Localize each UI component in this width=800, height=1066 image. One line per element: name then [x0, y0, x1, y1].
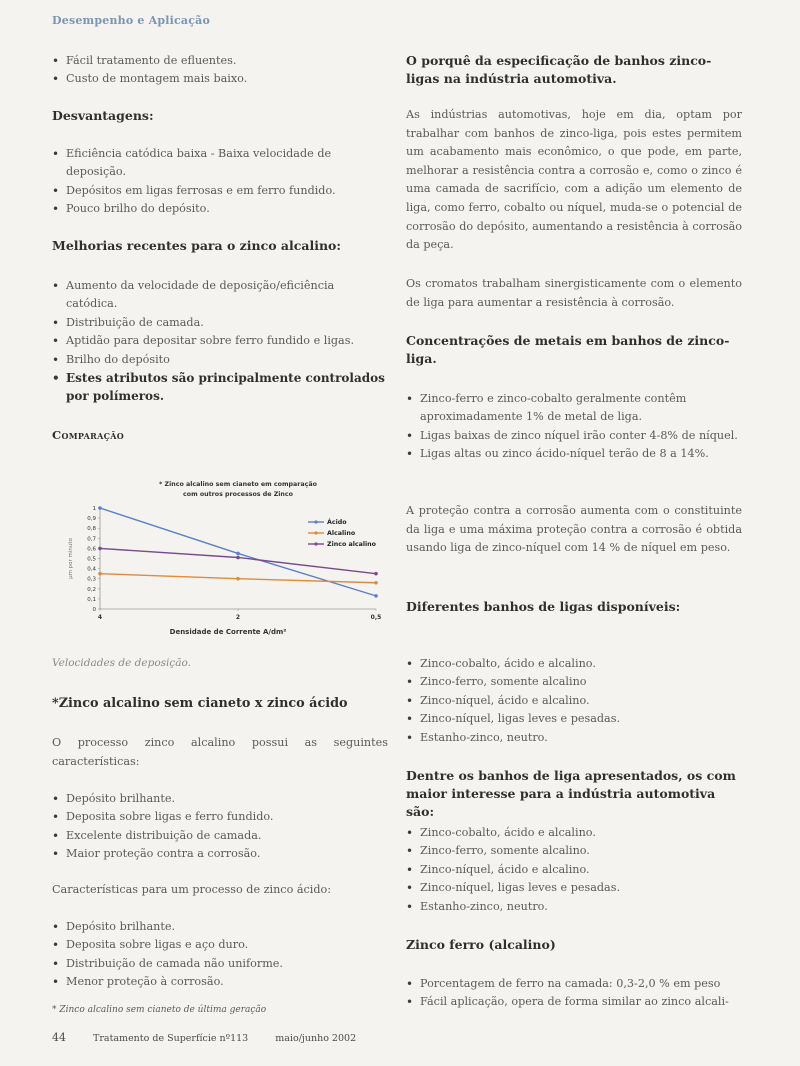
list-item: • Estes atributos são principalmente controlados por polímeros. [52, 369, 388, 406]
chart-data-point [374, 581, 378, 585]
diferentes-list [406, 655, 742, 747]
list-item: • Estanho-zinco, neutro. [406, 729, 742, 747]
chart-data-point [236, 577, 240, 581]
list-item: • Estanho-zinco, neutro. [406, 898, 742, 916]
publication-name: Tratamento de Superfície nº113 [93, 1033, 249, 1044]
chart-data-point [98, 572, 102, 576]
chart-data-point [98, 547, 102, 551]
chart-svg [58, 472, 384, 640]
concentracoes-heading: Concentrações de metais em banhos de zinco-liga. [406, 333, 730, 366]
footnote: * Zinco alcalino sem cianeto de última geração [52, 1005, 267, 1015]
porque-paragraph-1: As indústrias automotivas, hoje em dia, optam por trabalhar com banhos de zinco-liga, pois estes permitem um acabamento mais econômico, o que pode, em parte, melhorar a resistência contra a corrosão e, como o zinco é uma camada de sacrifício, com a adição um elemento de liga, como ferro, cobalto ou níquel, muda-se o potencial de corrosão do depósito, aumentando a resistência à corrosão da peça. [406, 108, 742, 252]
page-footer [52, 1031, 452, 1044]
zinco-paragraph: O processo zinco alcalino possui as seguintes características: [52, 736, 388, 768]
chart-y-tick-label: 0,9 [87, 516, 96, 523]
chart-legend-marker [314, 542, 317, 545]
chart-y-tick-label: 0,7 [87, 536, 96, 543]
list-item: • Custo de montagem mais baixo. [52, 70, 388, 88]
list-item: • Fácil aplicação, opera de forma similar ao zinco alcali- [406, 993, 742, 1011]
list-item: • Deposita sobre ligas e aço duro. [52, 936, 388, 954]
list-item: • Depósitos em ligas ferrosas e em ferro fundido. [52, 182, 388, 200]
melhorias-heading: Melhorias recentes para o zinco alcalino: [52, 238, 341, 253]
chart-data-point [236, 552, 240, 556]
section-header: Desempenho e Aplicação [52, 14, 211, 27]
list-item: • Porcentagem de ferro na camada: 0,3-2,0 % em peso [406, 975, 742, 993]
chart-title: * Zinco alcalino sem cianeto em comparação [159, 481, 317, 488]
desvantagens-heading: Desvantagens: [52, 108, 154, 123]
chart-data-point [374, 572, 378, 576]
list-item: • Ligas baixas de zinco níquel irão conter 4-8% de níquel. [406, 427, 742, 445]
list-item: • Aptidão para depositar sobre ferro fundido e ligas. [52, 332, 388, 350]
porque-heading: O porquê da especificação de banhos zinco-ligas na indústria automotiva. [406, 53, 712, 86]
chart-x-tick-label: 4 [97, 614, 103, 621]
list-item: • Zinco-níquel, ácido e alcalino. [406, 861, 742, 879]
list-item: • Deposita sobre ligas e ferro fundido. [52, 808, 388, 826]
chart-y-tick-label: 0,3 [87, 576, 96, 583]
acido-paragraph: Características para um processo de zinco ácido: [52, 883, 332, 896]
list-item: • Pouco brilho do depósito. [52, 200, 388, 218]
diferentes-heading: Diferentes banhos de ligas disponíveis: [406, 599, 681, 614]
list-item: • Maior proteção contra a corrosão. [52, 845, 388, 863]
list-item: • Menor proteção à corrosão. [52, 973, 388, 991]
list-item: • Depósito brilhante. [52, 918, 388, 936]
chart-y-tick-label: 0,1 [87, 596, 96, 603]
zinco-heading: *Zinco alcalino sem cianeto x zinco ácido [52, 696, 348, 711]
dentre-heading: Dentre os banhos de liga apresentados, os com maior interesse para a indústria automotiva são: [406, 768, 736, 819]
chart-legend-label: Zinco alcalino [327, 541, 376, 549]
zinco-ferro-heading: Zinco ferro (alcalino) [406, 937, 556, 952]
chart-legend-marker [314, 520, 317, 523]
dentre-list [406, 824, 742, 916]
comparacao-heading: Comparação [52, 428, 125, 442]
acido-list [52, 918, 388, 992]
list-item: • Distribuição de camada. [52, 314, 388, 332]
list-item: • Zinco-cobalto, ácido e alcalino. [406, 824, 742, 842]
list-item: • Eficiência catódica baixa - Baixa velocidade de deposição. [52, 145, 388, 182]
list-item: • Zinco-níquel, ligas leves e pesadas. [406, 710, 742, 728]
chart-y-tick-label: 0,4 [87, 566, 96, 573]
page-number: 44 [52, 1031, 66, 1044]
chart-x-tick-label: 0,5 [370, 614, 382, 621]
list-item: • Zinco-níquel, ligas leves e pesadas. [406, 879, 742, 897]
chart-legend-label: Alcalino [327, 530, 356, 538]
list-item: • Aumento da velocidade de deposição/eficiência catódica. [52, 277, 388, 314]
list-item: • Zinco-cobalto, ácido e alcalino. [406, 655, 742, 673]
publication-date: maio/junho 2002 [275, 1033, 357, 1044]
list-item: • Zinco-níquel, ácido e alcalino. [406, 692, 742, 710]
chart-caption: Velocidades de deposição. [52, 657, 192, 669]
list-item: • Fácil tratamento de efluentes. [52, 52, 388, 70]
chart-y-tick-label: 1 [92, 506, 96, 512]
list-item: • Zinco-ferro, somente alcalino [406, 673, 742, 691]
chart-x-tick-label: 2 [235, 614, 241, 621]
chart-y-tick-label: 0 [92, 607, 96, 613]
chart-x-label: Densidade de Corrente A/dm² [169, 628, 287, 636]
list-item: • Distribuição de camada não uniforme. [52, 955, 388, 973]
list-item: • Ligas altas ou zinco ácido-níquel terão de 8 a 14%. [406, 445, 742, 463]
list-item: • Zinco-ferro e zinco-cobalto geralmente contêm aproximadamente 1% de metal de liga. [406, 390, 742, 427]
deposition-chart [58, 472, 384, 640]
chart-y-label: µm por minuto [68, 538, 74, 579]
list-item: • Excelente distribuição de camada. [52, 827, 388, 845]
chart-title: com outros processos de Zinco [183, 491, 293, 498]
chart-y-tick-label: 0,6 [87, 546, 96, 553]
zinco-list [52, 790, 388, 864]
chart-y-tick-label: 0,2 [87, 586, 96, 593]
chart-data-point [98, 506, 102, 510]
concentracoes-list [406, 390, 742, 464]
chart-y-tick-label: 0,8 [87, 526, 96, 533]
chart-legend-marker [314, 531, 317, 534]
list-item: • Zinco-ferro, somente alcalino. [406, 842, 742, 860]
chart-data-point [374, 594, 378, 598]
protecao-paragraph: A proteção contra a corrosão aumenta com o constituinte da liga e uma máxima proteção contra a corrosão é obtida usando liga de zinco-níquel com 14 % de níquel em peso. [406, 504, 742, 555]
melhorias-list [52, 277, 388, 406]
zinco-ferro-list [406, 975, 742, 1012]
porque-paragraph-2: Os cromatos trabalham sinergisticamente com o elemento de liga para aumentar a resistência à corrosão. [406, 277, 742, 309]
chart-legend-label: Ácido [327, 519, 347, 527]
chart-data-point [236, 556, 240, 560]
list-item: • Brilho do depósito [52, 351, 388, 369]
chart-y-tick-label: 0,5 [87, 556, 96, 563]
list-item: • Depósito brilhante. [52, 790, 388, 808]
desvantagens-list [52, 145, 388, 219]
intro-list [52, 52, 388, 89]
